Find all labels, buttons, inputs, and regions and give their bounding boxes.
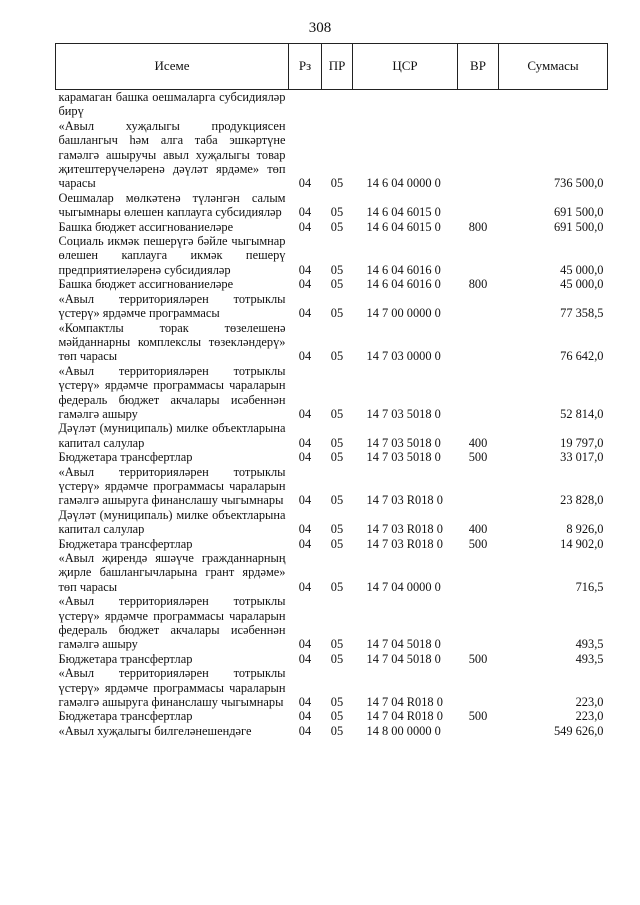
cell-rz: 04 <box>298 349 312 364</box>
cell-name: «Авыл территорияләрен тотрыклы үстерү» ярдәмче программасы чараларын федераль бюджет акчалары исәбеннән гамәлгә ашыру <box>58 594 286 652</box>
cell-vr <box>458 551 499 594</box>
cell-rz: 04 <box>298 579 312 594</box>
cell-pr: 05 <box>330 651 344 666</box>
cell-vr: 500 <box>468 450 488 465</box>
cell-csr: 14 6 04 6015 0 <box>366 219 441 234</box>
cell-rz: 04 <box>298 205 312 220</box>
budget-table <box>55 43 608 738</box>
cell-sum <box>499 90 608 119</box>
table-row <box>56 709 608 723</box>
cell-vr: 500 <box>468 709 488 724</box>
cell-sum: 8 926,0 <box>566 522 604 537</box>
cell-pr: 05 <box>330 637 344 652</box>
cell-csr: 14 7 03 5018 0 <box>366 450 441 465</box>
cell-csr: 14 7 00 0000 0 <box>366 306 441 321</box>
cell-rz: 04 <box>298 176 312 191</box>
cell-name: Оешмалар мөлкәтенә түләнгән салым чыгымнары өлешен каплауга субсидияләр <box>58 190 286 220</box>
cell-rz: 04 <box>298 637 312 652</box>
cell-rz: 04 <box>298 493 312 508</box>
cell-csr: 14 7 03 5018 0 <box>366 435 441 450</box>
table-row <box>56 220 608 234</box>
header-rz: Рз <box>289 44 322 90</box>
cell-sum: 223,0 <box>575 709 604 724</box>
cell-name: Бюджетара трансфертлар <box>58 709 193 724</box>
cell-vr: 400 <box>468 435 488 450</box>
cell-name: Бюджетара трансфертлар <box>58 651 193 666</box>
cell-pr: 05 <box>330 695 344 710</box>
cell-vr: 800 <box>468 219 488 234</box>
cell-pr: 05 <box>330 709 344 724</box>
table-row <box>56 594 608 652</box>
cell-csr: 14 6 04 6016 0 <box>366 262 441 277</box>
cell-csr: 14 7 04 5018 0 <box>366 637 441 652</box>
cell-pr: 05 <box>330 306 344 321</box>
cell-name: карамаган башка оешмаларга субсидияләр бирү <box>58 90 286 119</box>
cell-rz: 04 <box>298 306 312 321</box>
cell-name: Башка бюджет ассигнованиеләре <box>58 219 234 234</box>
cell-sum: 45 000,0 <box>560 262 604 277</box>
table-row <box>56 724 608 738</box>
header-sum: Суммасы <box>499 44 608 90</box>
cell-vr <box>458 364 499 422</box>
cell-name: Дәүләт (муниципаль) милке объектларына капитал салулар <box>58 507 286 537</box>
header-vr: ВР <box>458 44 499 90</box>
cell-pr: 05 <box>330 219 344 234</box>
cell-csr: 14 7 03 R018 0 <box>366 493 443 508</box>
cell-sum: 223,0 <box>575 695 604 710</box>
cell-name: «Компактлы торак төзелешенә мәйданнарны комплекслы төзекләндерү» төп чарасы <box>58 320 286 364</box>
cell-vr <box>458 724 499 738</box>
cell-vr: 800 <box>468 277 488 292</box>
cell-pr: 05 <box>330 262 344 277</box>
table-row <box>56 666 608 709</box>
table-row <box>56 364 608 422</box>
cell-sum: 76 642,0 <box>560 349 604 364</box>
cell-sum: 52 814,0 <box>560 406 604 421</box>
cell-csr: 14 7 04 0000 0 <box>366 579 441 594</box>
cell-pr: 05 <box>330 406 344 421</box>
cell-rz <box>289 90 322 119</box>
cell-pr: 05 <box>330 450 344 465</box>
cell-rz: 04 <box>298 435 312 450</box>
table-row <box>56 277 608 291</box>
cell-name: Бюджетара трансфертлар <box>58 536 193 551</box>
cell-name: Социаль икмәк пешерүгә бәйле чыгымнар өлешен каплауга икмәк пешерү предприятиеләренә субсидияләр <box>58 234 286 277</box>
cell-rz: 04 <box>298 406 312 421</box>
cell-vr <box>458 90 499 119</box>
table-row <box>56 652 608 666</box>
cell-csr: 14 8 00 0000 0 <box>366 723 441 738</box>
cell-pr: 05 <box>330 536 344 551</box>
cell-name: «Авыл территорияләрен тотрыклы үстерү» ярдәмче программасы <box>58 291 286 321</box>
table-row <box>56 292 608 321</box>
cell-rz: 04 <box>298 651 312 666</box>
header-name: Исеме <box>56 44 289 90</box>
cell-name: «Авыл җирендә яшәүче гражданнарның җирле башлангычларына грант ярдәме» төп чарасы <box>58 551 286 594</box>
cell-sum: 691 500,0 <box>553 219 604 234</box>
cell-name: Бюджетара трансфертлар <box>58 450 193 465</box>
cell-sum: 77 358,5 <box>560 306 604 321</box>
cell-pr <box>322 90 353 119</box>
cell-csr: 14 7 04 R018 0 <box>366 709 443 724</box>
cell-pr: 05 <box>330 176 344 191</box>
cell-csr: 14 7 03 5018 0 <box>366 406 441 421</box>
cell-pr: 05 <box>330 493 344 508</box>
cell-sum: 493,5 <box>575 637 604 652</box>
cell-rz: 04 <box>298 522 312 537</box>
cell-sum: 716,5 <box>575 579 604 594</box>
cell-pr: 05 <box>330 435 344 450</box>
cell-pr: 05 <box>330 205 344 220</box>
table-row <box>56 465 608 508</box>
cell-sum: 736 500,0 <box>553 176 604 191</box>
cell-sum: 493,5 <box>575 651 604 666</box>
cell-pr: 05 <box>330 349 344 364</box>
cell-name: «Авыл территорияләрен тотрыклы үстерү» ярдәмче программасы чараларын федераль бюджет акчалары исәбеннән гамәлгә ашыру <box>58 363 286 421</box>
cell-vr: 500 <box>468 651 488 666</box>
table-row <box>56 234 608 277</box>
page-number: 308 <box>308 20 332 36</box>
cell-vr <box>458 666 499 709</box>
cell-vr <box>458 321 499 364</box>
cell-rz: 04 <box>298 262 312 277</box>
table-row <box>56 321 608 364</box>
cell-name: «Авыл хуҗалыгы билгеләнешендәге <box>58 723 252 738</box>
cell-csr: 14 6 04 6015 0 <box>366 205 441 220</box>
cell-sum: 549 626,0 <box>553 723 604 738</box>
table-row <box>56 537 608 551</box>
cell-rz: 04 <box>298 219 312 234</box>
cell-rz: 04 <box>298 695 312 710</box>
table-row <box>56 191 608 220</box>
cell-vr <box>458 234 499 277</box>
cell-sum: 33 017,0 <box>560 450 604 465</box>
cell-vr <box>458 119 499 191</box>
cell-sum: 23 828,0 <box>560 493 604 508</box>
cell-csr: 14 7 03 R018 0 <box>366 522 443 537</box>
cell-csr: 14 7 03 0000 0 <box>366 349 441 364</box>
cell-vr: 500 <box>468 536 488 551</box>
table-row <box>56 450 608 464</box>
cell-sum: 14 902,0 <box>560 536 604 551</box>
cell-pr: 05 <box>330 277 344 292</box>
header-csr: ЦСР <box>353 44 458 90</box>
cell-csr <box>353 90 458 119</box>
cell-pr: 05 <box>330 723 344 738</box>
cell-name: Дәүләт (муниципаль) милке объектларына капитал салулар <box>58 421 286 450</box>
cell-pr: 05 <box>330 579 344 594</box>
cell-name: Башка бюджет ассигнованиеләре <box>58 277 234 292</box>
cell-sum: 45 000,0 <box>560 277 604 292</box>
table-row <box>56 551 608 594</box>
cell-csr: 14 6 04 0000 0 <box>366 176 441 191</box>
cell-name: «Авыл хуҗалыгы продукциясен башлангыч һәм алга таба эшкәртүне гамәлгә ашыручы авыл хуҗалыгы товар җитештерүчеләренә дәүләт ярдәме» төп чарасы <box>58 118 286 191</box>
cell-vr <box>458 292 499 321</box>
table-row <box>56 508 608 537</box>
table-row <box>56 90 608 119</box>
cell-csr: 14 6 04 6016 0 <box>366 277 441 292</box>
cell-rz: 04 <box>298 277 312 292</box>
table-row <box>56 421 608 450</box>
cell-rz: 04 <box>298 723 312 738</box>
cell-name: «Авыл территорияләрен тотрыклы үстерү» ярдәмче программасы чараларын гамәлгә ашыруга финанслашу чыгымнары <box>58 464 286 508</box>
cell-sum: 19 797,0 <box>560 435 604 450</box>
cell-rz: 04 <box>298 536 312 551</box>
cell-csr: 14 7 03 R018 0 <box>366 536 443 551</box>
table-header <box>56 44 608 90</box>
cell-rz: 04 <box>298 450 312 465</box>
cell-csr: 14 7 04 R018 0 <box>366 695 443 710</box>
table-row <box>56 119 608 191</box>
cell-name: «Авыл территорияләрен тотрыклы үстерү» ярдәмче программасы чараларын гамәлгә ашыруга финанслашу чыгымнары <box>58 666 286 710</box>
cell-vr: 400 <box>468 522 488 537</box>
cell-pr: 05 <box>330 522 344 537</box>
cell-sum: 691 500,0 <box>553 205 604 220</box>
cell-vr <box>458 191 499 220</box>
cell-csr: 14 7 04 5018 0 <box>366 651 441 666</box>
cell-vr <box>458 465 499 508</box>
header-pr: ПР <box>322 44 353 90</box>
table-body <box>56 90 608 739</box>
cell-rz: 04 <box>298 709 312 724</box>
cell-vr <box>458 594 499 652</box>
